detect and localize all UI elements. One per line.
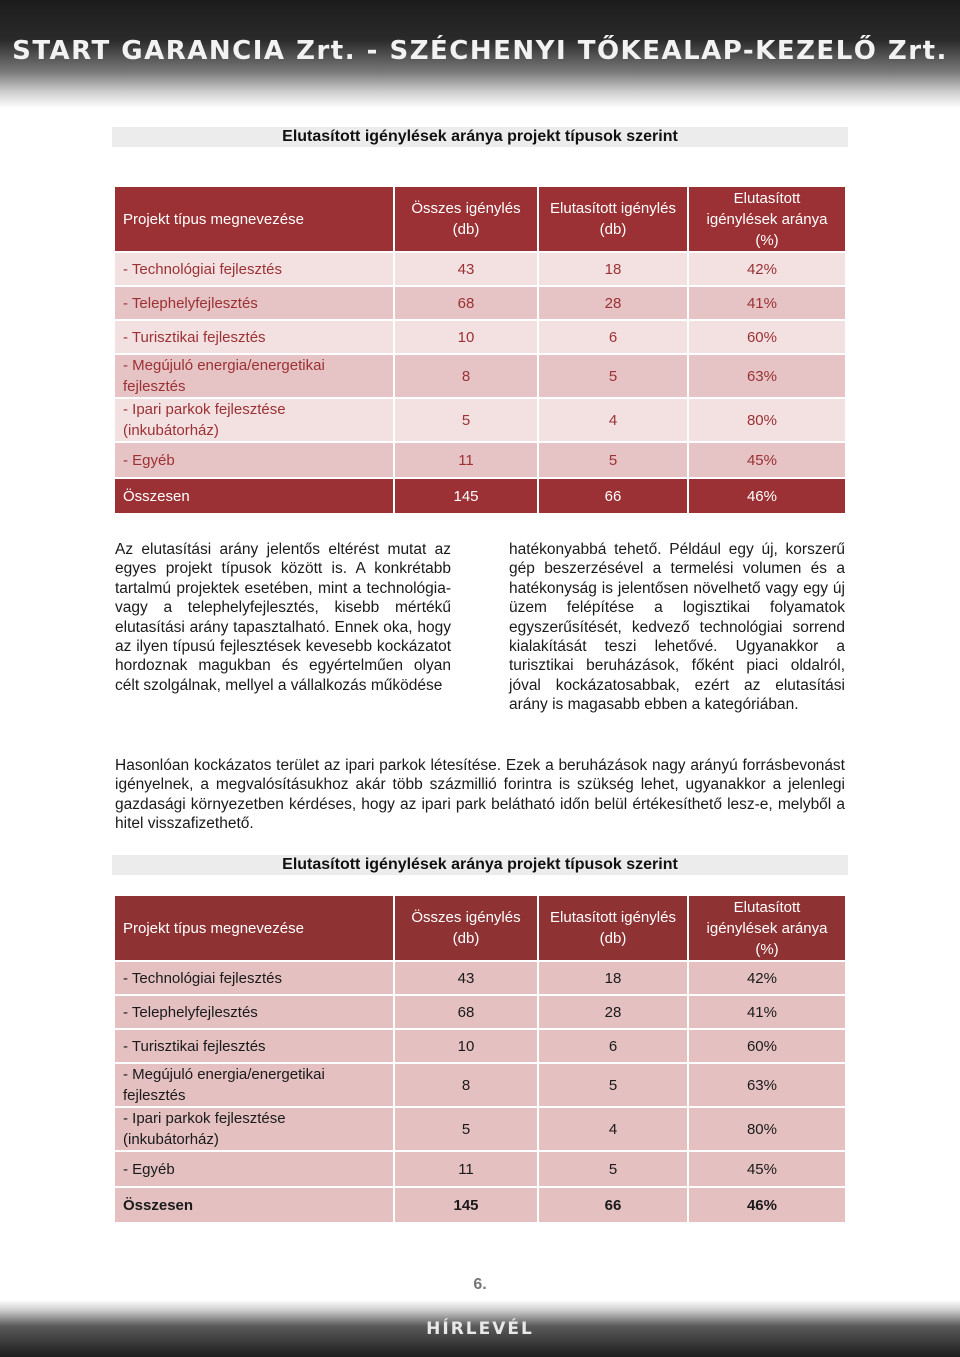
row-label: - Megújuló energia/energetikai fejlesztés bbox=[115, 354, 394, 398]
rejection-rate: 63% bbox=[688, 1063, 845, 1107]
body-text-right-column: hatékonyabbá tehető. Például egy új, korszerű gép beszerzésével a termelési volumen és a hatékonyság is jelentősen növelhető vagy egy új üzem felépítése a logisztikai folyamatok egyszerűsítését, kedvező technológiai sorrend kialakítását teszi lehetővé. Ugyanakkor a turisztikai beruházások, főként piaci oldalról, jóval kockázatosabbak, ezért az elutasítási arány is magasabb ebben a kategóriában. bbox=[509, 541, 845, 714]
row-label: - Egyéb bbox=[115, 442, 394, 478]
table-row bbox=[115, 1063, 845, 1107]
footer-title: HÍRLEVÉL bbox=[426, 1319, 534, 1339]
rejected-count: 6 bbox=[538, 1029, 688, 1063]
rejection-rate: 42% bbox=[688, 961, 845, 995]
total-count: 5 bbox=[394, 398, 538, 442]
column-header: Elutasított igénylés (db) bbox=[538, 187, 688, 252]
total-count: 145 bbox=[394, 478, 538, 514]
total-count: 5 bbox=[394, 1107, 538, 1151]
column-header: Összes igénylés (db) bbox=[394, 896, 538, 961]
total-count: 43 bbox=[394, 961, 538, 995]
rejected-count: 5 bbox=[538, 354, 688, 398]
table-total-row bbox=[115, 1187, 845, 1223]
rejection-rate: 42% bbox=[688, 252, 845, 286]
total-count: 11 bbox=[394, 442, 538, 478]
rejected-count: 28 bbox=[538, 995, 688, 1029]
rejection-rate: 60% bbox=[688, 320, 845, 354]
rejected-count: 4 bbox=[538, 398, 688, 442]
total-count: 11 bbox=[394, 1151, 538, 1187]
table-2-title: Elutasított igénylések aránya projekt típusok szerint bbox=[112, 855, 848, 875]
page-number: 6. bbox=[473, 1276, 487, 1293]
rejected-count: 5 bbox=[538, 1151, 688, 1187]
total-label: Összesen bbox=[115, 1187, 394, 1223]
row-label: - Telephelyfejlesztés bbox=[115, 995, 394, 1029]
row-label: - Turisztikai fejlesztés bbox=[115, 1029, 394, 1063]
row-label: - Megújuló energia/energetikai fejlesztés bbox=[115, 1063, 394, 1107]
rejection-rate: 41% bbox=[688, 286, 845, 320]
table-row bbox=[115, 961, 845, 995]
table-row bbox=[115, 252, 845, 286]
row-label: - Technológiai fejlesztés bbox=[115, 252, 394, 286]
total-count: 145 bbox=[394, 1187, 538, 1223]
rejected-count: 4 bbox=[538, 1107, 688, 1151]
column-header: Elutasított igénylés (db) bbox=[538, 896, 688, 961]
total-count: 8 bbox=[394, 354, 538, 398]
rejected-count: 5 bbox=[538, 1063, 688, 1107]
table-1-header-row bbox=[115, 187, 845, 252]
table-1-title: Elutasított igénylések aránya projekt típusok szerint bbox=[112, 127, 848, 147]
total-count: 68 bbox=[394, 995, 538, 1029]
rejected-count: 18 bbox=[538, 961, 688, 995]
table-total-row bbox=[115, 478, 845, 514]
column-header: Elutasított igénylések aránya (%) bbox=[688, 896, 845, 961]
total-label: Összesen bbox=[115, 478, 394, 514]
row-label: - Technológiai fejlesztés bbox=[115, 961, 394, 995]
rejection-rate: 45% bbox=[688, 442, 845, 478]
total-count: 8 bbox=[394, 1063, 538, 1107]
table-row bbox=[115, 1029, 845, 1063]
total-count: 10 bbox=[394, 320, 538, 354]
table-row bbox=[115, 398, 845, 442]
total-count: 68 bbox=[394, 286, 538, 320]
column-header: Összes igénylés (db) bbox=[394, 187, 538, 252]
rejected-count: 18 bbox=[538, 252, 688, 286]
rejection-rate: 41% bbox=[688, 995, 845, 1029]
row-label: - Telephelyfejlesztés bbox=[115, 286, 394, 320]
rejection-rate: 46% bbox=[688, 1187, 845, 1223]
table-2 bbox=[115, 896, 845, 1224]
rejection-rate: 63% bbox=[688, 354, 845, 398]
column-header: Projekt típus megnevezése bbox=[115, 187, 394, 252]
table-row bbox=[115, 1107, 845, 1151]
rejection-rate: 80% bbox=[688, 1107, 845, 1151]
row-label: - Ipari parkok fejlesztése (inkubátorház) bbox=[115, 398, 394, 442]
table-row bbox=[115, 442, 845, 478]
row-label: - Egyéb bbox=[115, 1151, 394, 1187]
table-2-header-row bbox=[115, 896, 845, 961]
table-row bbox=[115, 1151, 845, 1187]
body-paragraph: Hasonlóan kockázatos terület az ipari parkok létesítése. Ezek a beruházások nagy arányú forrásbevonást igényelnek, a megvalósításukhoz akár több százmillió forintra is szükség lehet, ugyanakkor a jelenlegi gazdasági környezetben kérdéses, hogy az ipari park belátható időn belül értékesíthető lesz-e, melyből a hitel visszafizethető. bbox=[115, 757, 845, 833]
header-title: START GARANCIA Zrt. - SZÉCHENYI TŐKEALAP-KEZELŐ Zrt. bbox=[12, 36, 948, 66]
table-row bbox=[115, 286, 845, 320]
table-1 bbox=[115, 187, 845, 515]
rejection-rate: 60% bbox=[688, 1029, 845, 1063]
rejected-count: 66 bbox=[538, 478, 688, 514]
rejection-rate: 45% bbox=[688, 1151, 845, 1187]
body-text-left-column: Az elutasítási arány jelentős eltérést mutat az egyes projekt típusok között is. A konkrétabb tartalmú projektek esetében, mint a technológia- vagy a telephelyfejlesztés, kisebb mértékű elutasítási arány tapasztalható. Ennek oka, hogy az ilyen típusú fejlesztések kevesebb kockázatot hordoznak magukban és egyértelműen olyan célt szolgálnak, mellyel a vállalkozás működése bbox=[115, 541, 451, 694]
total-count: 10 bbox=[394, 1029, 538, 1063]
rejected-count: 5 bbox=[538, 442, 688, 478]
table-row bbox=[115, 320, 845, 354]
column-header: Projekt típus megnevezése bbox=[115, 896, 394, 961]
row-label: - Ipari parkok fejlesztése (inkubátorház) bbox=[115, 1107, 394, 1151]
rejected-count: 6 bbox=[538, 320, 688, 354]
column-header: Elutasított igénylések aránya (%) bbox=[688, 187, 845, 252]
table-row bbox=[115, 995, 845, 1029]
rejected-count: 28 bbox=[538, 286, 688, 320]
rejected-count: 66 bbox=[538, 1187, 688, 1223]
total-count: 43 bbox=[394, 252, 538, 286]
table-row bbox=[115, 354, 845, 398]
rejection-rate: 46% bbox=[688, 478, 845, 514]
rejection-rate: 80% bbox=[688, 398, 845, 442]
row-label: - Turisztikai fejlesztés bbox=[115, 320, 394, 354]
